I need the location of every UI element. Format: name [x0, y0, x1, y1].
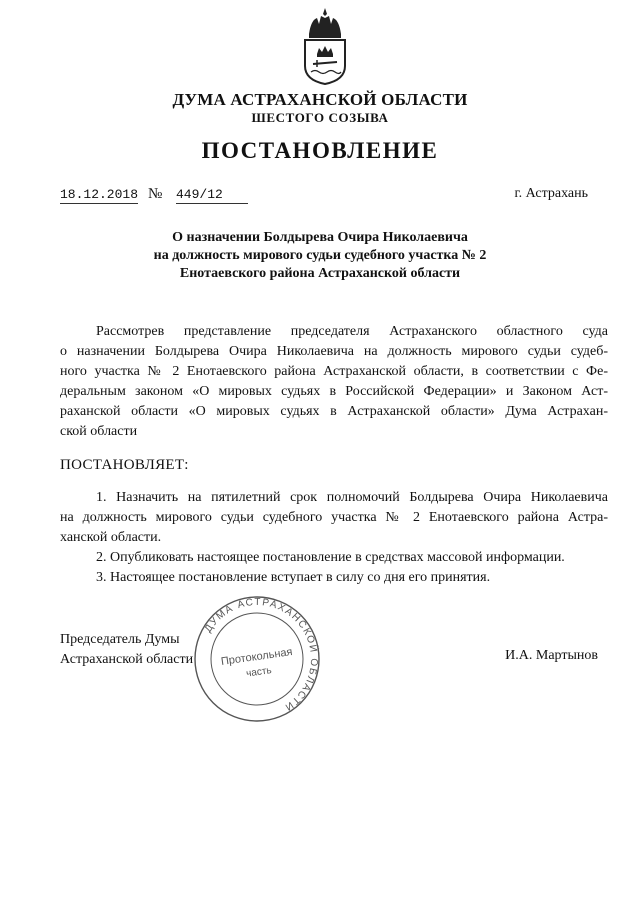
preamble-line: деральным законом «О мировых судьях в Российской Федерации» и Законом Аст- — [60, 384, 608, 399]
document-subject — [0, 229, 640, 283]
stamp-outer-text: ДУМА АСТРАХАНСКОЙ ОБЛАСТИ — [202, 596, 320, 713]
preamble-line: о назначении Болдырева Очира Николаевича на должность мирового судьи судеб- — [60, 344, 608, 359]
document-number: 449/12 — [176, 187, 248, 204]
preamble-line: Рассмотрев представление председателя Астраханского областного суда — [96, 324, 608, 339]
astrakhan-coat-of-arms-icon — [297, 6, 353, 86]
preamble-line: раханской области «О мировых судьях в Астраханской области» Дума Астрахан- — [60, 404, 608, 419]
official-stamp — [192, 594, 322, 724]
signatory-name: И.А. Мартынов — [505, 648, 598, 663]
subject-line: на должность мирового судьи судебного участка № 2 — [153, 248, 487, 263]
item-1-line: 1. Назначить на пятилетний срок полномочий Болдырева Очира Николаевича — [96, 490, 608, 505]
number-sign: № — [148, 186, 163, 202]
stamp-inner-line1: Протокольная — [220, 646, 294, 668]
signatory-position-line: Астраханской области — [60, 652, 194, 667]
preamble-paragraph — [60, 322, 608, 442]
stamp-inner-line2: часть — [245, 665, 273, 680]
signatory-position-line: Председатель Думы — [60, 632, 180, 647]
subject-line: Енотаевского района Астраханской области — [179, 266, 461, 281]
item-2: 2. Опубликовать настоящее постановление в средствах массовой информации. — [96, 550, 565, 565]
organization-subtitle: ШЕСТОГО СОЗЫВА — [251, 110, 389, 125]
document-type: ПОСТАНОВЛЕНИЕ — [201, 138, 439, 163]
preamble-line: ного участка № 2 Енотаевского района Астраханской области, в соответствии с Фе- — [60, 364, 608, 379]
preamble-line: ской области — [60, 424, 138, 439]
item-3: 3. Настоящее постановление вступает в силу со дня его принятия. — [96, 570, 491, 585]
document-date: 18.12.2018 — [60, 187, 139, 202]
signatory-position — [60, 630, 193, 670]
document-city: г. Астрахань — [514, 186, 588, 201]
item-1-line: на должность мирового судьи судебного участка № 2 Енотаевского района Астра- — [60, 510, 608, 525]
organization-title: ДУМА АСТРАХАНСКОЙ ОБЛАСТИ — [172, 90, 468, 109]
resolves-heading: ПОСТАНОВЛЯЕТ: — [60, 457, 189, 473]
resolution-items — [60, 488, 608, 588]
subject-line: О назначении Болдырева Очира Николаевича — [172, 230, 468, 245]
item-1-line: ханской области. — [60, 530, 162, 545]
